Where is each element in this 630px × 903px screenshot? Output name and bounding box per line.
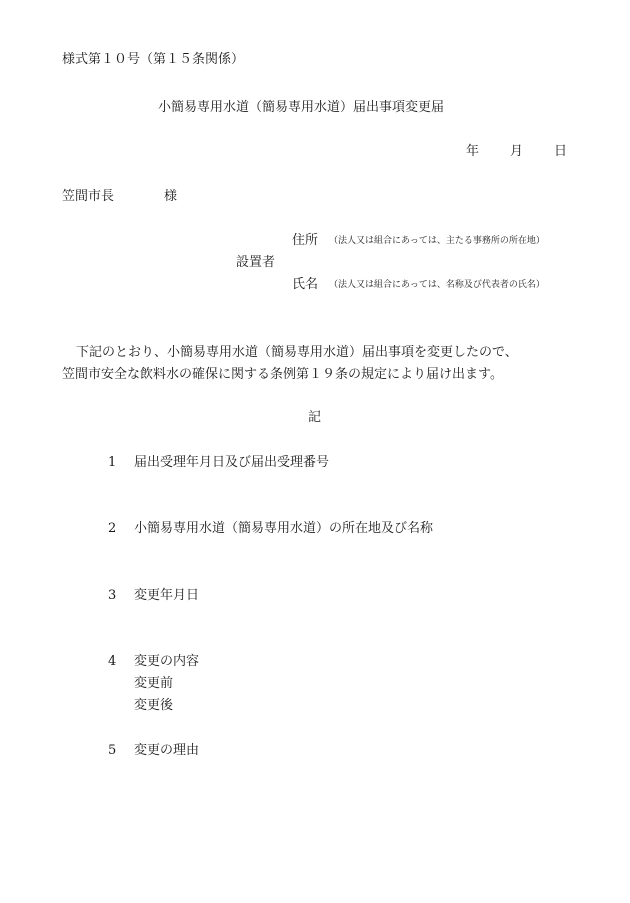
body-text-line-2: 笠間市安全な飲料水の確保に関する条例第１９条の規定により届け出ます。 [62,367,503,382]
addressee-name: 笠間市長 [62,189,115,204]
item-2-number: 2 [108,521,117,536]
item-1-text: 届出受理年月日及び届出受理番号 [134,455,330,470]
address-label: 住所 [292,233,319,248]
item-4-sub-after: 変更後 [134,698,174,713]
name-note: （法人又は組合にあっては、名称及び代表者の氏名） [329,280,545,290]
ki-heading: 記 [308,410,322,425]
body-text-line-1: 下記のとおり、小簡易専用水道（簡易専用水道）届出事項を変更したので、 [76,345,518,360]
addressee-honorific: 様 [164,189,178,204]
document-title: 小簡易専用水道（簡易専用水道）届出事項変更届 [158,100,445,115]
item-2-text: 小簡易専用水道（簡易専用水道）の所在地及び名称 [134,521,434,536]
date-year-label: 年 [466,144,480,159]
item-5-number: 5 [108,743,117,758]
form-number: 様式第１０号（第１５条関係） [62,52,245,67]
item-3-text: 変更年月日 [134,588,200,603]
date-month-label: 月 [510,144,524,159]
item-3-number: 3 [108,588,117,603]
address-note: （法人又は組合にあっては、主たる事務所の所在地） [329,236,545,246]
date-day-label: 日 [554,144,568,159]
item-1-number: 1 [108,455,117,470]
item-4-text: 変更の内容 [134,654,200,669]
item-4-number: 4 [108,654,117,669]
item-4-sub-before: 変更前 [134,676,174,691]
applicant-role: 設置者 [236,255,276,270]
item-5-text: 変更の理由 [134,743,200,758]
name-label: 氏名 [292,277,319,292]
